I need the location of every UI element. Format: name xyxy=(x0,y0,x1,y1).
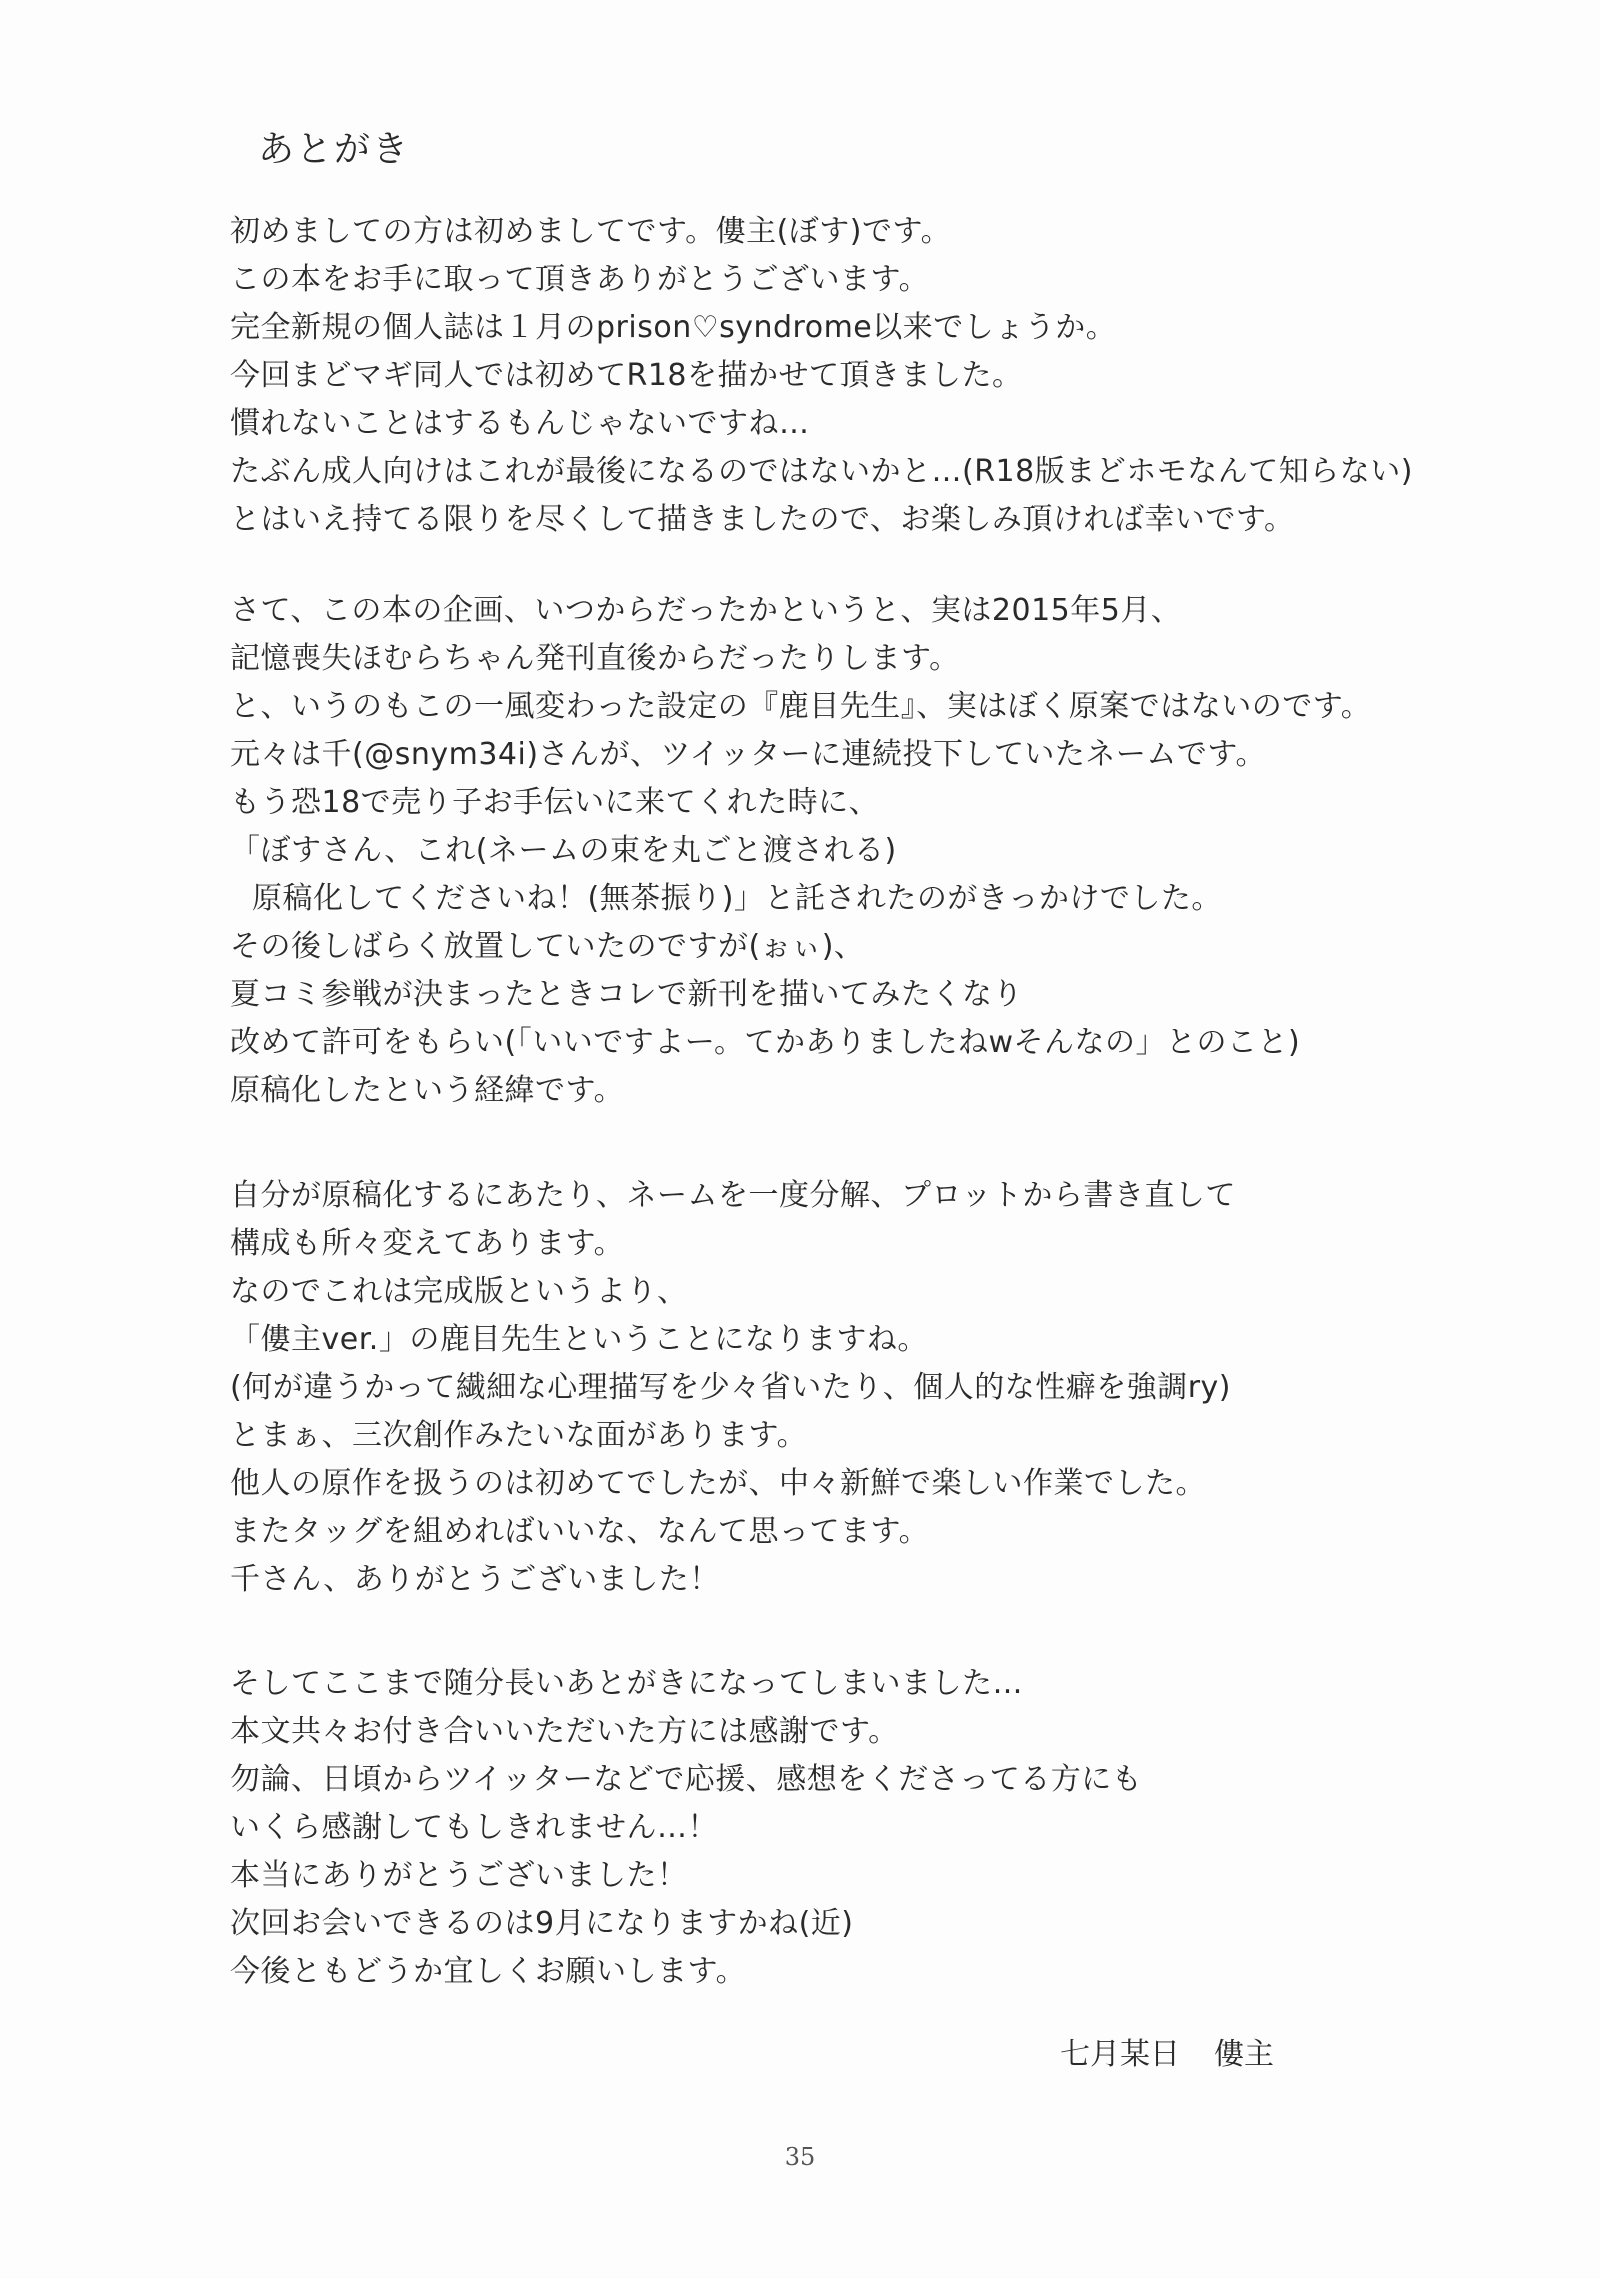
text-line: とまぁ、三次創作みたいな面があります。 xyxy=(230,1418,808,1453)
text-line: 慣れないことはするもんじゃないですね… xyxy=(230,406,810,441)
text-line: 元々は千(@snym34i)さんが、ツイッターに連続投下していたネームです。 xyxy=(230,737,1267,772)
paragraph-2 xyxy=(230,587,1371,1115)
text-line: 今後ともどうか宜しくお願いします。 xyxy=(230,1954,747,1989)
text-line: もう恐18で売り子お手伝いに来てくれた時に、 xyxy=(230,785,880,820)
text-line: たぶん成人向けはこれが最後になるのではないかと…(R18版まどホモなんて知らない) xyxy=(230,454,1413,489)
text-line: 千さん、ありがとうございました！ xyxy=(230,1562,720,1597)
text-line: 夏コミ参戦が決まったときコレで新刊を描いてみたくなり xyxy=(230,977,1023,1012)
signature xyxy=(1060,2033,1274,2077)
text-line: 「僂主ver.」の鹿目先生ということになりますね。 xyxy=(230,1322,928,1357)
text-line: 完全新規の個人誌は１月のprison♡syndrome以来でしょうか。 xyxy=(230,310,1117,345)
text-line: 「ぼすさん、これ(ネームの束を丸ごと渡される) xyxy=(230,833,897,868)
text-line: 原稿化したという経緯です。 xyxy=(230,1073,625,1108)
text-line: いくら感謝してもしきれません…！ xyxy=(230,1810,718,1845)
text-line: 構成も所々変えてあります。 xyxy=(230,1226,625,1261)
text-line: またタッグを組めればいいな、なんて思ってます。 xyxy=(230,1514,930,1549)
signature-date: 七月某日 xyxy=(1060,2037,1180,2072)
text-line: なのでこれは完成版というより、 xyxy=(230,1274,688,1309)
text-line: とはいえ持てる限りを尽くして描きましたので、お楽しみ頂ければ幸いです。 xyxy=(230,502,1295,537)
text-line: 原稿化してくださいね！(無茶振り)」と託されたのがきっかけでした。 xyxy=(252,881,1222,916)
text-line: 記憶喪失ほむらちゃん発刊直後からだったりします。 xyxy=(230,641,960,676)
text-line: 本文共々お付き合いいただいた方には感謝です。 xyxy=(230,1714,899,1749)
text-line: (何が違うかって繊細な心理描写を少々省いたり、個人的な性癖を強調ry) xyxy=(230,1370,1231,1405)
signature-author: 僂主 xyxy=(1214,2037,1274,2072)
text-line: 改めて許可をもらい(「いいですよー。てかありましたねwそんなの」とのこと) xyxy=(230,1025,1301,1060)
text-line: そしてここまで随分長いあとがきになってしまいました… xyxy=(230,1666,1023,1701)
text-line: 今回まどマギ同人では初めてR18を描かせて頂きました。 xyxy=(230,358,1023,393)
text-line: 勿論、日頃からツイッターなどで応援、感想をくださってる方にも xyxy=(230,1762,1143,1797)
text-line: この本をお手に取って頂きありがとうございます。 xyxy=(230,262,930,297)
afterword-title: あとがき xyxy=(258,129,411,170)
text-line: 本当にありがとうございました！ xyxy=(230,1858,688,1893)
paragraph-1 xyxy=(230,208,1413,544)
page-number: 35 xyxy=(784,2143,816,2171)
text-line: 他人の原作を扱うのは初めてでしたが、中々新鮮で楽しい作業でした。 xyxy=(230,1466,1206,1501)
paragraph-4 xyxy=(230,1660,1142,1996)
text-line: さて、この本の企画、いつからだったかというと、実は2015年5月、 xyxy=(230,593,1182,628)
text-line: と、いうのもこの一風変わった設定の『鹿目先生』、実はぼく原案ではないのです。 xyxy=(230,689,1372,724)
paragraph-3 xyxy=(230,1172,1236,1604)
text-line: 次回お会いできるのは9月になりますかね(近) xyxy=(230,1906,854,1941)
text-line: その後しばらく放置していたのですが(ぉぃ)、 xyxy=(230,929,865,964)
text-line: 自分が原稿化するにあたり、ネームを一度分解、プロットから書き直して xyxy=(230,1178,1236,1213)
text-line: 初めましての方は初めましてです。僂主(ぼす)です。 xyxy=(230,214,952,249)
